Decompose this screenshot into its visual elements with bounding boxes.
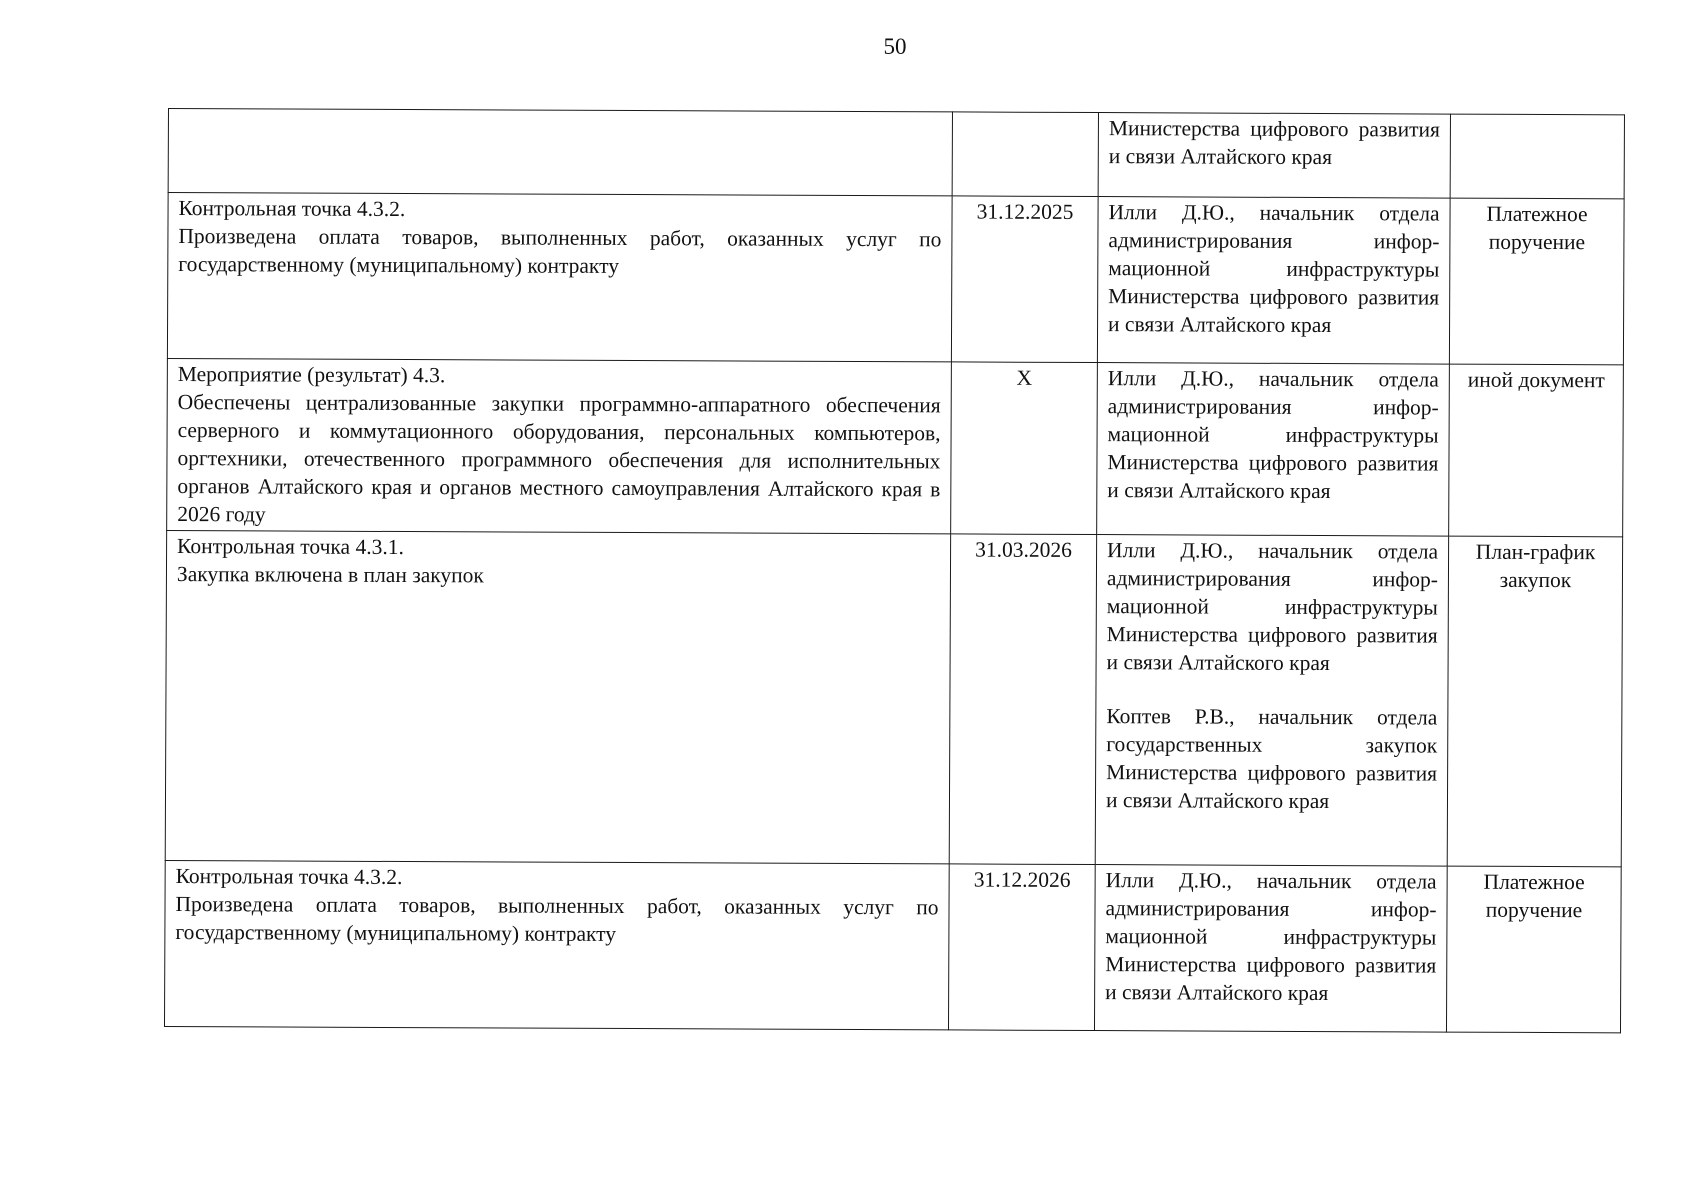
responsible-cell (1097, 197, 1450, 365)
date-cell: 31.12.2026 (948, 864, 1095, 1031)
document-cell: Платежное поручение (1446, 866, 1621, 1033)
table-row (165, 530, 1622, 866)
responsible-person: Илли Д.Ю., начальник отдела администрирования инфор-мационной инфраструктуры Министерства цифрового развития и связи Алтайского края (1107, 366, 1439, 504)
date-cell: X (951, 362, 1098, 535)
responsible-person: Министерства цифрового развития и связи Алтайского края (1108, 116, 1440, 170)
responsible-person: Илли Д.Ю., начальник отдела администрирования инфор-мационной инфраструктуры Министерства цифрового развития и связи Алтайского края (1105, 868, 1437, 1006)
document-cell: иной документ (1449, 364, 1624, 537)
event-title: Контрольная точка 4.3.2. (175, 864, 403, 890)
table-row (168, 109, 1624, 199)
date-cell: 31.12.2025 (951, 196, 1098, 363)
page-number: 50 (883, 34, 907, 59)
responsible-person: Коптев Р.В., начальник отдела государственных закупок Министерства цифрового развития и связи Алтайского края (1105, 704, 1438, 814)
responsible-cell (1097, 363, 1450, 537)
event-description: Закупка включена в план закупок (176, 562, 484, 588)
date-cell (952, 112, 1098, 197)
event-cell (168, 109, 952, 196)
responsible-person: Илли Д.Ю., начальник отдела администрирования инфор-мационной инфраструктуры Министерства цифрового развития и связи Алтайского края (1106, 538, 1439, 676)
event-description: Произведена оплата товаров, выполненных работ, оказанных услуг по государственному (муниципальному) контракту (178, 224, 942, 278)
event-title (179, 110, 942, 113)
table-row (167, 193, 1624, 365)
document-cell: План-график закупок (1447, 536, 1622, 867)
event-cell (164, 860, 949, 1029)
event-description: Обеспечены централизованные закупки программно-аппаратного обеспечения серверного и коммутационного оборудования, персональных компьютеров, оргтехники, отечественного программного обеспечения для исполнительных органов Алтайского края и органов местного самоуправления Алтайского края в 2026 году (177, 390, 941, 527)
plan-table (164, 108, 1625, 1033)
date-cell: 31.03.2026 (949, 534, 1096, 865)
event-title: Мероприятие (результат) 4.3. (177, 362, 446, 388)
responsible-cell (1094, 865, 1447, 1033)
document-cell (1450, 114, 1624, 199)
event-cell (167, 358, 952, 533)
responsible-person: Илли Д.Ю., начальник отдела администрирования инфор-мационной инфраструктуры Министерства цифрового развития и связи Алтайского края (1108, 200, 1440, 338)
event-description: Произведена оплата товаров, выполненных работ, оказанных услуг по государственному (муниципальному) контракту (175, 892, 939, 946)
responsible-cell (1098, 113, 1450, 199)
event-cell (165, 530, 950, 863)
table-row (164, 860, 1621, 1032)
event-cell (167, 193, 952, 362)
event-title: Контрольная точка 4.3.2. (178, 196, 406, 222)
responsible-cell (1095, 535, 1448, 867)
event-description (179, 110, 942, 113)
event-title: Контрольная точка 4.3.1. (177, 534, 404, 560)
table-row (167, 358, 1624, 536)
document-cell: Платежное поручение (1449, 198, 1624, 365)
